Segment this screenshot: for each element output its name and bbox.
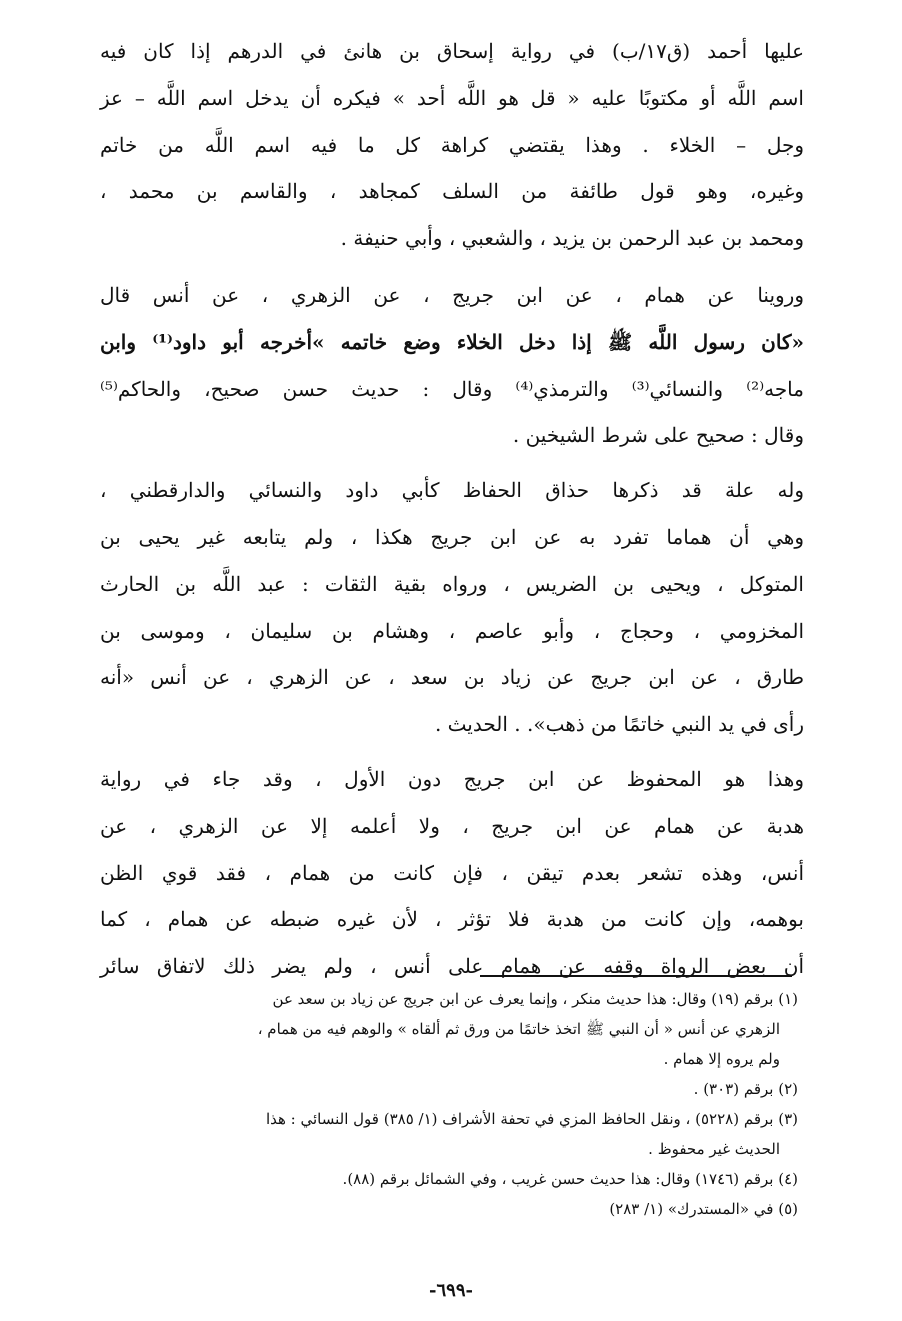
text-line: وروينا عن همام ، عن ابن جريج ، عن الزهري ، عن أنس قال <box>100 282 804 307</box>
text-line: وقال : صحيح على شرط الشيخين . <box>512 423 804 448</box>
footnote-line: (١) برقم (١٩) وقال: هذا حديث منكر ، وإنما يعرف عن ابن جريج عن زياد بن سعد عن <box>272 990 798 1008</box>
text-line: وله علة قد ذكرها حذاق الحفاظ كأبي داود والنسائي والدارقطني ، <box>100 478 804 503</box>
text-line: «كان رسول اللَّه ﷺ إذا دخل الخلاء وضع خاتمه »أخرجه أبو داود⁽¹⁾ وابن <box>100 329 804 354</box>
text-line: طارق ، عن ابن جريج عن زياد بن سعد ، عن الزهري ، عن أنس «أنه <box>100 665 804 690</box>
footnote-line: ولم يروه إلا همام . <box>663 1050 780 1068</box>
text-line: أن بعض الرواة وقفه عن همام على أنس ، ولم يضر ذلك لاتفاق سائر <box>100 954 804 979</box>
text-line: اسم اللَّه أو مكتوبًا عليه « قل هو اللَّه أحد » فيكره أن يدخل اسم اللَّه – عز <box>100 85 804 110</box>
footnote-3 <box>100 1104 798 1164</box>
paragraph-4 <box>100 756 804 990</box>
text-line: هدبة عن همام عن ابن جريج ، ولا أعلمه إلا عن الزهري ، عن <box>100 813 804 838</box>
text-line: ومحمد بن عبد الرحمن بن يزيد ، والشعبي ، وأبي حنيفة . <box>340 226 804 251</box>
page-number: -٦٩٩- <box>429 1280 473 1301</box>
footnote-line: الزهري عن أنس « أن النبي ﷺ اتخذ خاتمًا من ورق ثم ألقاه » والوهم فيه من همام ، <box>257 1020 780 1038</box>
text-line: ماجه⁽²⁾ والنسائي⁽³⁾ والترمذي⁽⁴⁾ وقال : حديث حسن صحيح، والحاكم⁽⁵⁾ <box>100 376 804 401</box>
footnote-2 <box>100 1074 798 1104</box>
text-line: أنس، وهذه تشعر بعدم تيقن ، فإن كانت من همام ، فقد قوي الظن <box>100 860 804 885</box>
text-line: عليها أحمد (ق١٧/ب) في رواية إسحاق بن هانئ في الدرهم إذا كان فيه <box>100 39 804 63</box>
paragraph-1 <box>100 28 804 262</box>
footnote-line: (٥) في «المستدرك» (١/ ٢٨٣) <box>609 1200 798 1218</box>
text-line: وغيره، وهو قول طائفة من السلف كمجاهد ، والقاسم بن محمد ، <box>100 179 804 204</box>
text-line: المتوكل ، ويحيى بن الضريس ، ورواه بقية الثقات : عبد اللَّه بن الحارث <box>100 571 804 596</box>
footnote-1 <box>100 984 798 1074</box>
text-line: رأى في يد النبي خاتمًا من ذهب». . الحديث . <box>434 712 804 737</box>
footnote-4 <box>100 1164 798 1194</box>
paragraph-2 <box>100 272 804 459</box>
main-text <box>100 28 804 998</box>
paragraph-3 <box>100 467 804 748</box>
text-line: المخزومي ، وحجاج ، وأبو عاصم ، وهشام بن سليمان ، وموسى بن <box>100 618 804 643</box>
text-line: وجل – الخلاء . وهذا يقتضي كراهة كل ما فيه اسم اللَّه من خاتم <box>100 132 804 157</box>
footnote-5 <box>100 1194 798 1224</box>
footnote-line: الحديث غير محفوظ . <box>648 1140 780 1158</box>
footnotes <box>100 984 798 1224</box>
footnote-line: (٢) برقم (٣٠٣) . <box>693 1080 798 1098</box>
footnote-line: (٣) برقم (٥٢٢٨) ، ونقل الحافظ المزي في تحفة الأشراف (١/ ٣٨٥) قول النسائي : هذا <box>265 1110 798 1128</box>
footnote-line: (٤) برقم (١٧٤٦) وقال: هذا حديث حسن غريب ، وفي الشمائل برقم (٨٨). <box>342 1170 798 1188</box>
text-line: وهي أن هماما تفرد به عن ابن جريج هكذا ، ولم يتابعه غير يحيى بن <box>100 524 804 549</box>
text-line: بوهمه، وإن كانت من هدبة فلا تؤثر ، لأن غيره ضبطه عن همام ، كما <box>100 907 804 932</box>
text-line: وهذا هو المحفوظ عن ابن جريج دون الأول ، وقد جاء في رواية <box>100 766 804 791</box>
footnote-divider <box>480 975 792 977</box>
